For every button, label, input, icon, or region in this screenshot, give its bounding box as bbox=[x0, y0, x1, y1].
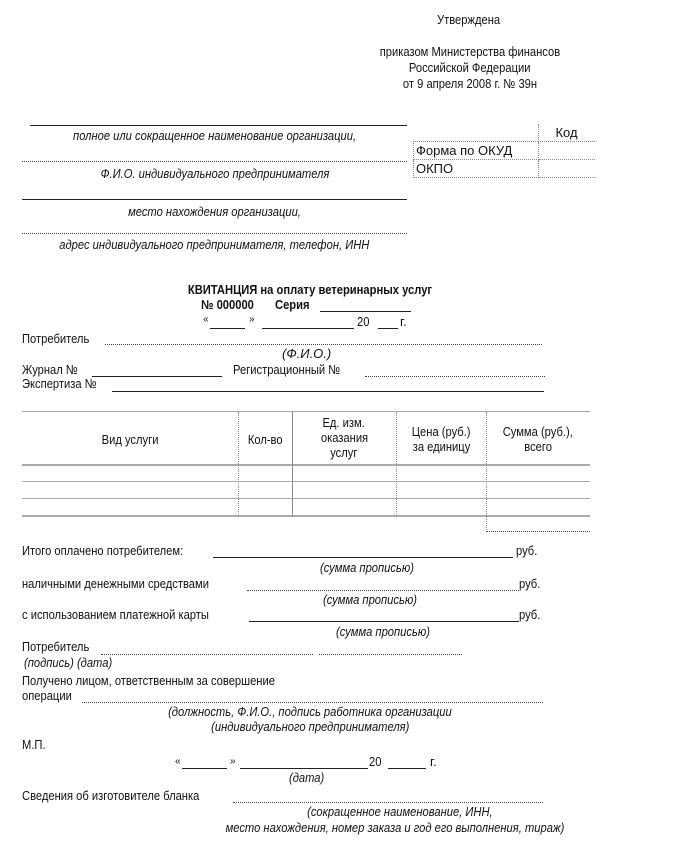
table-total-cell[interactable] bbox=[486, 517, 590, 531]
codes-row-label: Форма по ОКУД bbox=[414, 142, 539, 160]
card-amount-caption: (сумма прописью) bbox=[336, 624, 430, 639]
org-location-caption: место нахождения организации, bbox=[128, 204, 301, 219]
org-location-field[interactable] bbox=[22, 199, 407, 200]
manufacturer-label: Сведения об изготовителе бланка bbox=[22, 788, 200, 803]
table-cell[interactable] bbox=[292, 483, 396, 498]
consumer-signature-field[interactable] bbox=[101, 654, 313, 655]
sign-day-field[interactable] bbox=[182, 768, 227, 769]
consumer-label: Потребитель bbox=[22, 331, 90, 346]
table-cell[interactable] bbox=[22, 466, 238, 481]
total-paid-label: Итого оплачено потребителем: bbox=[22, 543, 184, 558]
table-cell[interactable] bbox=[238, 500, 292, 515]
stamp-label: М.П. bbox=[22, 737, 46, 752]
okpo-code-field[interactable] bbox=[538, 160, 595, 178]
codes-row-label: ОКПО bbox=[414, 160, 539, 178]
manufacturer-caption-1: (сокращенное наименование, ИНН, bbox=[307, 804, 493, 819]
entrepreneur-name-field[interactable] bbox=[22, 161, 407, 162]
table-top-border bbox=[22, 411, 590, 412]
okud-code-field[interactable] bbox=[538, 142, 595, 160]
total-currency: руб. bbox=[516, 543, 538, 558]
approval-line-2: Российской Федерации bbox=[409, 60, 531, 75]
registration-number-field[interactable] bbox=[365, 376, 545, 377]
entrepreneur-name-caption: Ф.И.О. индивидуального предпринимателя bbox=[100, 166, 329, 181]
table-cell[interactable] bbox=[292, 500, 396, 515]
sign-date-close-quote: » bbox=[230, 756, 236, 767]
card-currency: руб. bbox=[519, 607, 541, 622]
approval-line-3: от 9 апреля 2008 г. № 39н bbox=[402, 76, 538, 91]
table-cell[interactable] bbox=[396, 466, 486, 481]
sign-month-field[interactable] bbox=[240, 768, 368, 769]
cash-currency: руб. bbox=[519, 576, 541, 591]
approval-title: Утверждена bbox=[437, 12, 501, 27]
expertise-number-field[interactable] bbox=[112, 391, 544, 392]
receipt-date-open-quote: « bbox=[203, 314, 209, 325]
received-label-line-2: операции bbox=[22, 688, 72, 703]
receipt-day-field[interactable] bbox=[210, 328, 245, 329]
column-header-service: Вид услуги bbox=[101, 432, 159, 447]
sign-date-caption: (дата) bbox=[289, 770, 325, 785]
receipt-series-field[interactable] bbox=[320, 311, 411, 312]
consumer-signature-caption: (подпись) (дата) bbox=[24, 655, 113, 670]
org-name-caption: полное или сокращенное наименование организации, bbox=[72, 128, 357, 143]
cash-amount-caption: (сумма прописью) bbox=[323, 592, 417, 607]
registration-label: Регистрационный № bbox=[233, 362, 341, 377]
consumer-caption: (Ф.И.О.) bbox=[282, 346, 332, 361]
receipt-series-label: Серия bbox=[275, 297, 310, 312]
sign-year-field[interactable] bbox=[388, 768, 426, 769]
total-paid-field[interactable] bbox=[213, 557, 513, 558]
codes-table bbox=[413, 124, 595, 178]
table-row-border bbox=[22, 498, 590, 499]
received-caption-1: (должность, Ф.И.О., подпись работника организации bbox=[168, 704, 452, 719]
receipt-year-field[interactable] bbox=[378, 328, 398, 329]
entrepreneur-address-caption: адрес индивидуального предпринимателя, телефон, ИНН bbox=[59, 237, 370, 252]
table-cell[interactable] bbox=[486, 500, 590, 515]
table-cell[interactable] bbox=[486, 466, 590, 481]
table-cell[interactable] bbox=[396, 483, 486, 498]
manufacturer-caption-2: место нахождения, номер заказа и год его выполнения, тираж) bbox=[225, 820, 565, 835]
codes-header-row bbox=[414, 124, 595, 142]
column-header-quantity: Кол-во bbox=[247, 432, 283, 447]
cash-amount-field[interactable] bbox=[247, 590, 519, 591]
journal-number-field[interactable] bbox=[92, 376, 222, 377]
table-cell[interactable] bbox=[22, 483, 238, 498]
sign-year-suffix: г. bbox=[430, 754, 437, 769]
table-cell[interactable] bbox=[292, 466, 396, 481]
column-header-sum: Сумма (руб.), всего bbox=[502, 424, 574, 454]
sign-date-open-quote: « bbox=[175, 756, 181, 767]
journal-label: Журнал № bbox=[22, 362, 78, 377]
consumer-name-field[interactable] bbox=[105, 344, 542, 345]
received-by-field[interactable] bbox=[82, 702, 543, 703]
table-cell[interactable] bbox=[238, 466, 292, 481]
consumer-signature-label: Потребитель bbox=[22, 639, 90, 654]
received-label-line-1: Получено лицом, ответственным за совершение bbox=[22, 673, 275, 688]
manufacturer-field[interactable] bbox=[233, 802, 543, 803]
received-caption-2: (индивидуального предпринимателя) bbox=[210, 719, 410, 734]
sign-year-prefix: 20 bbox=[369, 754, 382, 769]
receipt-date-close-quote: » bbox=[249, 314, 255, 325]
receipt-year-suffix: г. bbox=[400, 314, 407, 329]
receipt-year-prefix: 20 bbox=[357, 314, 370, 329]
card-label: с использованием платежной карты bbox=[22, 607, 209, 622]
expertise-label: Экспертиза № bbox=[22, 376, 97, 391]
org-name-field[interactable] bbox=[30, 125, 407, 126]
table-cell[interactable] bbox=[486, 483, 590, 498]
consumer-date-field[interactable] bbox=[319, 654, 462, 655]
column-header-unit: Ед. изм. оказания услуг bbox=[320, 415, 368, 460]
table-cell[interactable] bbox=[238, 483, 292, 498]
column-header-price: Цена (руб.) за единицу bbox=[411, 424, 471, 454]
table-cell[interactable] bbox=[396, 500, 486, 515]
receipt-number: № 000000 bbox=[201, 297, 254, 312]
cash-label: наличными денежными средствами bbox=[22, 576, 209, 591]
total-amount-caption: (сумма прописью) bbox=[320, 560, 414, 575]
entrepreneur-address-field[interactable] bbox=[22, 233, 407, 234]
table-cell[interactable] bbox=[22, 500, 238, 515]
receipt-month-field[interactable] bbox=[262, 328, 354, 329]
card-amount-field[interactable] bbox=[249, 621, 519, 622]
table-total-border bbox=[486, 531, 590, 532]
receipt-title: КВИТАНЦИЯ на оплату ветеринарных услуг bbox=[187, 282, 433, 297]
codes-row bbox=[414, 160, 595, 178]
approval-line-1: приказом Министерства финансов bbox=[379, 44, 561, 59]
table-row-border bbox=[22, 481, 590, 482]
codes-row bbox=[414, 142, 595, 160]
codes-header: Код bbox=[538, 124, 595, 142]
